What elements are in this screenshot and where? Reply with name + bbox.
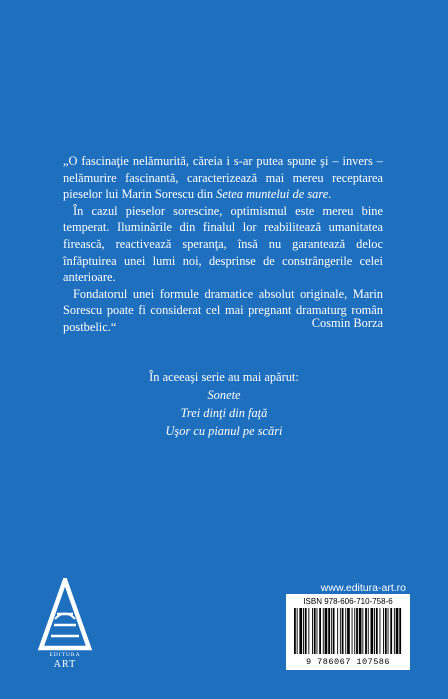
- series-item: Trei dinţi din faţă: [180, 406, 268, 420]
- series-list: [0, 368, 448, 440]
- quote-author: Cosmin Borza: [311, 316, 383, 330]
- series-title: În aceeaşi serie au mai apărut:: [149, 370, 299, 384]
- quote-paragraph-1: [63, 153, 383, 203]
- quote-p1-text-a: „O fascinaţie nelămurită, căreia i s-ar putea spune şi – invers – nelămurire fascinantă, caracterizează mai mereu receptarea pieselor lui Marin Sorescu din: [63, 154, 383, 202]
- publisher-sub-label: EDITURA: [49, 652, 81, 658]
- quote-p1-title: Setea muntelui de sare: [216, 187, 329, 202]
- publisher-logo-mark: [37, 578, 93, 652]
- quote-paragraph-3: Fondatorul unei formule dramatice absolut originale, Marin Sorescu poate fi considerat cel mai pregnant dramaturg român postbelic.“: [63, 286, 383, 334]
- barcode-digits: 9 786067 107586: [305, 657, 390, 667]
- barcode-icon: [292, 608, 404, 660]
- isbn-barcode-box: [286, 594, 410, 670]
- publisher-name: ART: [53, 659, 77, 670]
- quote-p1-text-b: .: [328, 187, 332, 202]
- publisher-logo-icon: [37, 578, 93, 652]
- back-cover-quote: [63, 153, 383, 336]
- publisher-website: www.editura-art.ro: [320, 582, 406, 594]
- series-item: Sonete: [207, 388, 241, 402]
- series-item: Uşor cu pianul pe scări: [165, 424, 283, 438]
- isbn-label: ISBN 978-606-710-758-6: [303, 597, 393, 606]
- quote-paragraph-2: În cazul pieselor sorescine, optimismul este mereu bine temperat. Iluminările din finalul lor reabilitează umanitatea firească, reactivează speranţa, însă nu garantează deloc înfăptuirea unei lumi noi, desprinse de constrângerile celei anterioare.: [63, 203, 383, 285]
